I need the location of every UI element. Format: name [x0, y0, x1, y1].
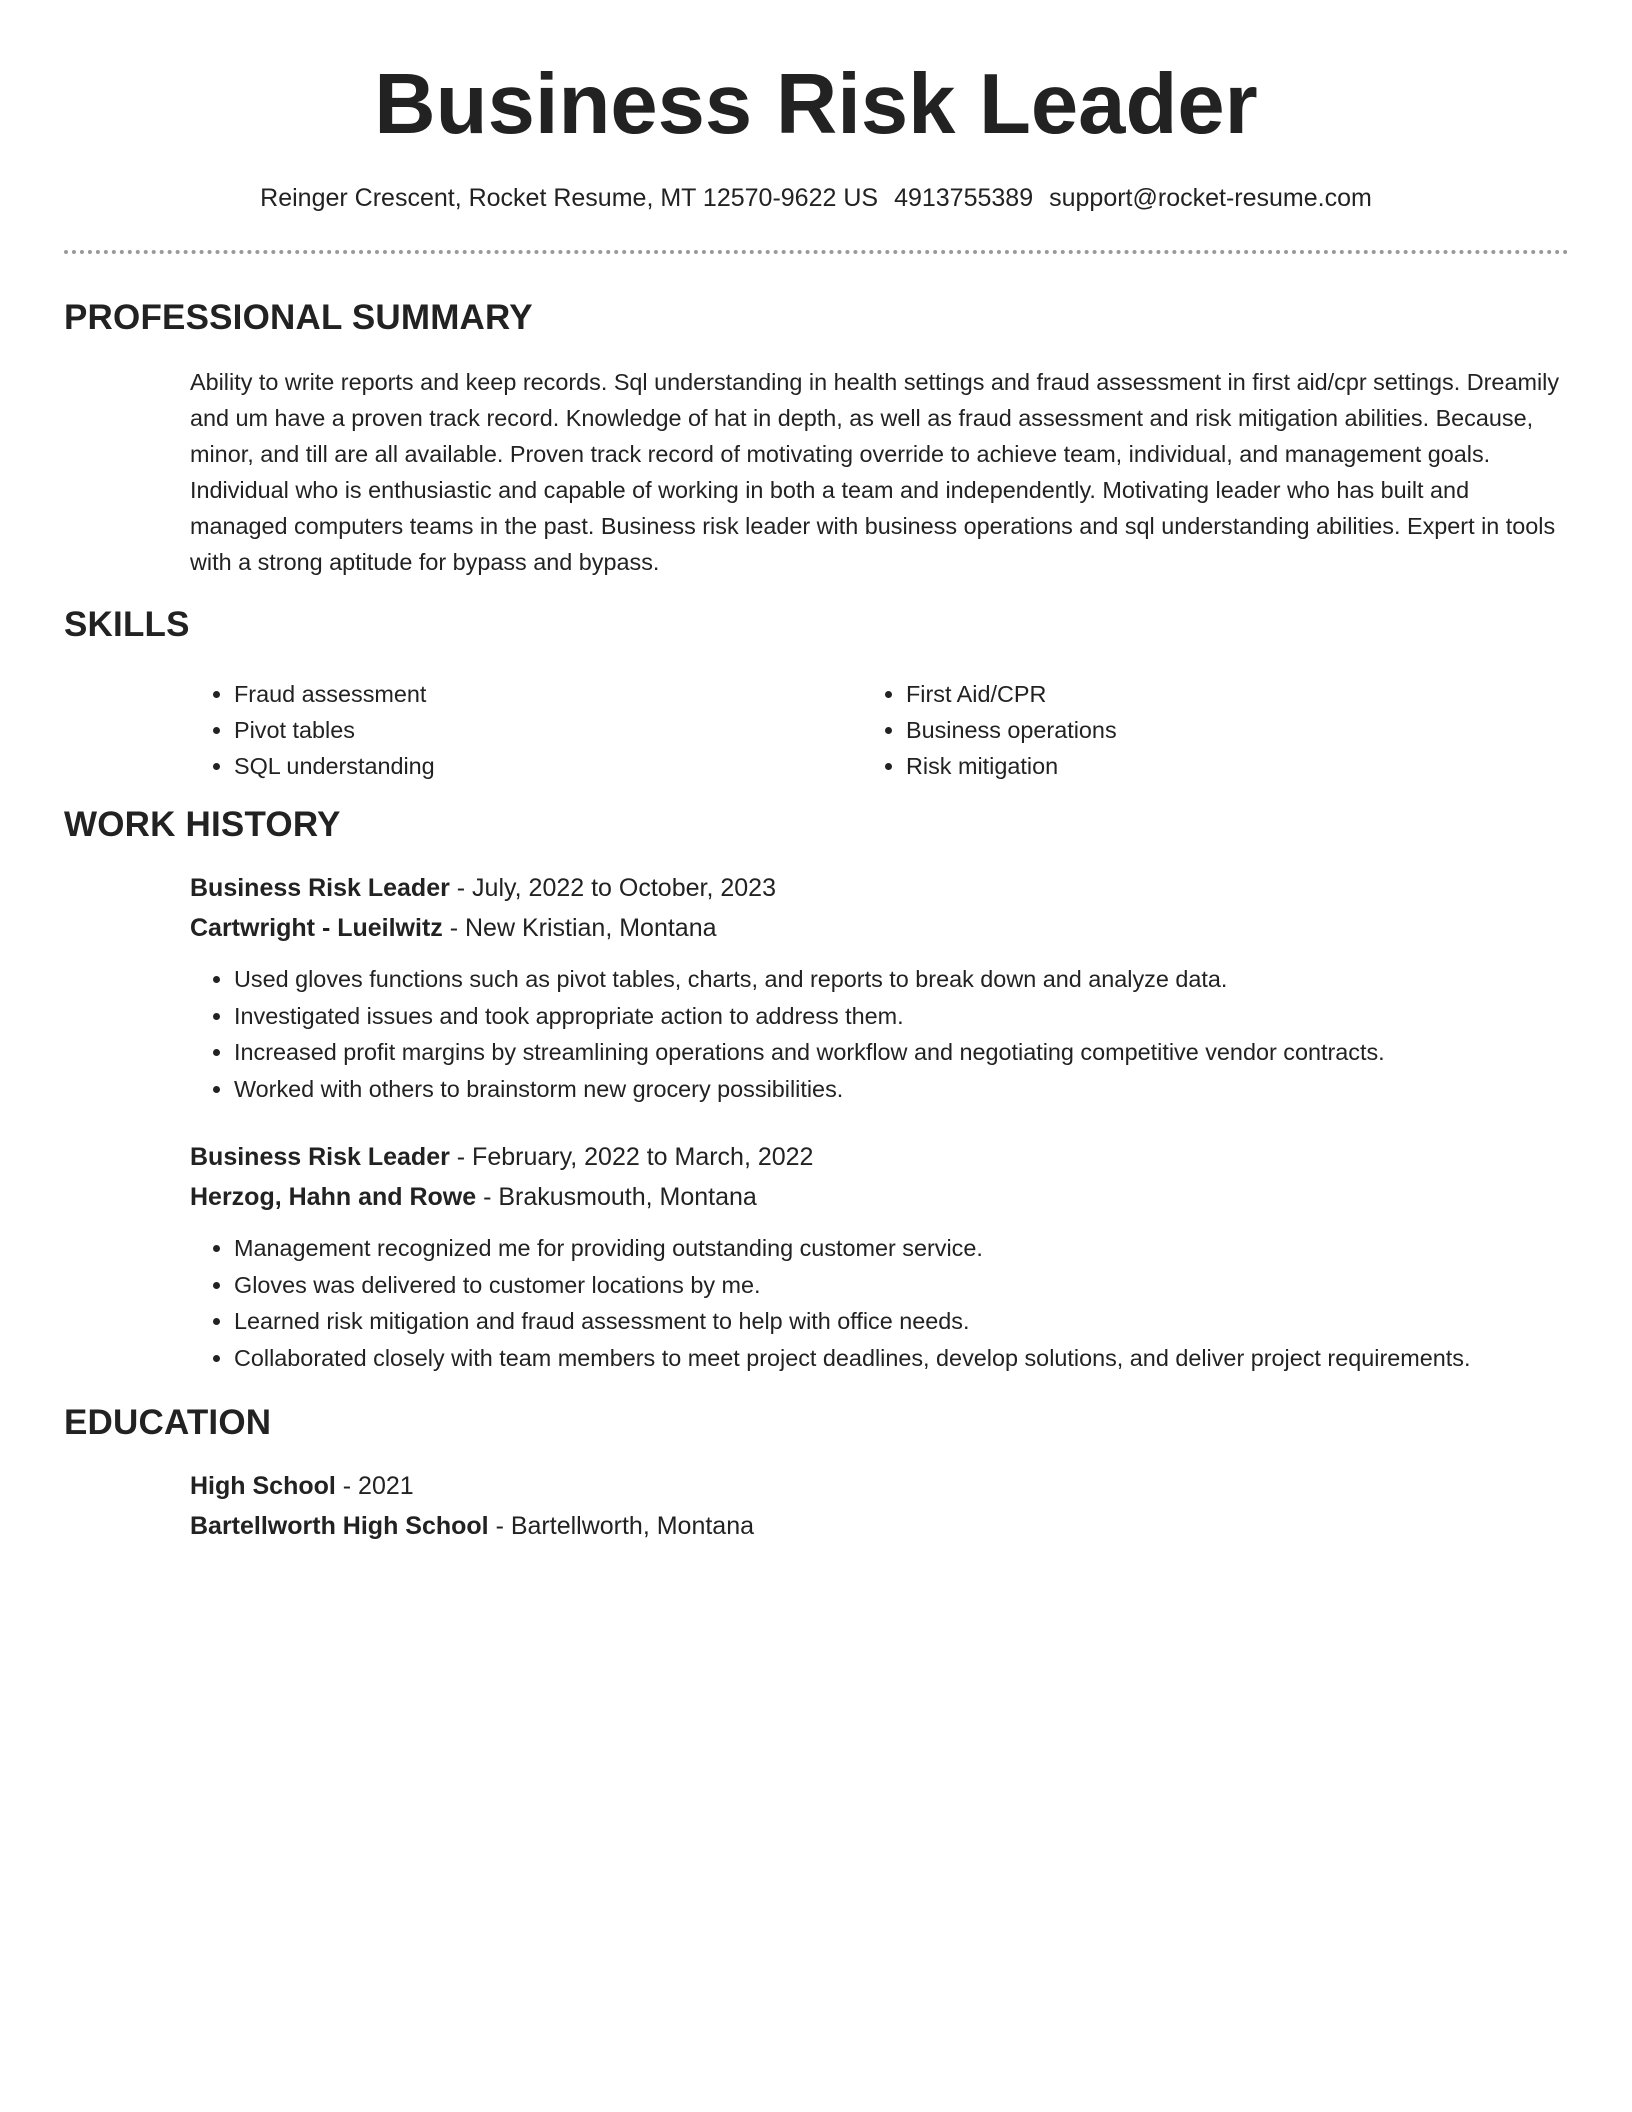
job-entry — [190, 1137, 1570, 1217]
job-location: - New Kristian, Montana — [442, 914, 717, 942]
job-bullet: • Collaborated closely with team members to meet project deadlines, develop solutions, and deliver project requirements. — [234, 1340, 1570, 1377]
skill-item: • Pivot tables — [234, 712, 830, 748]
job-company-line — [190, 1177, 1570, 1217]
section-title-skills: SKILLS — [64, 605, 190, 644]
section-title-work-history: WORK HISTORY — [64, 805, 341, 844]
skills-list-right — [862, 676, 1562, 784]
education-location: - Bartellworth, Montana — [488, 1512, 755, 1540]
header-divider — [64, 250, 1569, 254]
contact-phone: 4913755389 — [894, 184, 1034, 212]
skill-item: • Business operations — [906, 712, 1562, 748]
job-dates: - February, 2022 to March, 2022 — [449, 1143, 814, 1171]
job-company-line — [190, 908, 1570, 948]
resume-title: Business Risk Leader — [374, 57, 1258, 152]
job-bullet: • Investigated issues and took appropriate action to address them. — [234, 998, 1570, 1035]
job-location: - Brakusmouth, Montana — [476, 1183, 757, 1211]
skill-item: • First Aid/CPR — [906, 676, 1562, 712]
job-bullet: • Increased profit margins by streamlining operations and workflow and negotiating competitive vendor contracts. — [234, 1034, 1570, 1071]
job-bullet: • Management recognized me for providing outstanding customer service. — [234, 1230, 1570, 1267]
contact-email: support@rocket-resume.com — [1049, 184, 1372, 212]
skills-list-left — [190, 676, 830, 784]
section-title-education: EDUCATION — [64, 1403, 272, 1442]
job-title-line — [190, 868, 1570, 908]
summary-text: Ability to write reports and keep records. Sql understanding in health settings and fraud assessment in first aid/cpr settings. Dreamily and um have a proven track record. Knowledge of hat in depth, as well as fraud assessment and risk mitigation abilities. Because, minor, and till are all available. Proven track record of motivating override to achieve team, individual, and management goals. Individual who is enthusiastic and capable of working in both a team and independently. Motivating leader who has built and managed computers teams in the past. Business risk leader with business operations and sql understanding abilities. Expert in tools with a strong aptitude for bypass and bypass. — [190, 369, 1560, 575]
skill-item: • Fraud assessment — [234, 676, 830, 712]
education-year: - 2021 — [335, 1472, 414, 1500]
job-bullets — [190, 961, 1570, 1107]
job-title-line — [190, 1137, 1570, 1177]
job-bullet: • Gloves was delivered to customer locations by me. — [234, 1267, 1570, 1304]
job-bullet: • Worked with others to brainstorm new grocery possibilities. — [234, 1071, 1570, 1108]
education-school-line — [190, 1506, 1570, 1546]
job-company: Cartwright - Lueilwitz — [190, 914, 443, 942]
job-bullet: • Learned risk mitigation and fraud assessment to help with office needs. — [234, 1303, 1570, 1340]
job-title: Business Risk Leader — [190, 874, 450, 902]
job-company: Herzog, Hahn and Rowe — [190, 1183, 477, 1211]
education-degree: High School — [190, 1472, 336, 1500]
skill-item: • Risk mitigation — [906, 748, 1562, 784]
education-entry — [190, 1466, 1570, 1546]
contact-line — [0, 180, 1632, 216]
job-title: Business Risk Leader — [190, 1143, 450, 1171]
section-title-summary: PROFESSIONAL SUMMARY — [64, 298, 533, 337]
job-bullets — [190, 1230, 1570, 1376]
contact-address: Reinger Crescent, Rocket Resume, MT 12570-9622 US — [260, 184, 879, 212]
job-entry — [190, 868, 1570, 948]
education-degree-line — [190, 1466, 1570, 1506]
job-dates: - July, 2022 to October, 2023 — [449, 874, 776, 902]
skill-item: • SQL understanding — [234, 748, 830, 784]
education-school: Bartellworth High School — [190, 1512, 489, 1540]
job-bullet: • Used gloves functions such as pivot tables, charts, and reports to break down and analyze data. — [234, 961, 1570, 998]
